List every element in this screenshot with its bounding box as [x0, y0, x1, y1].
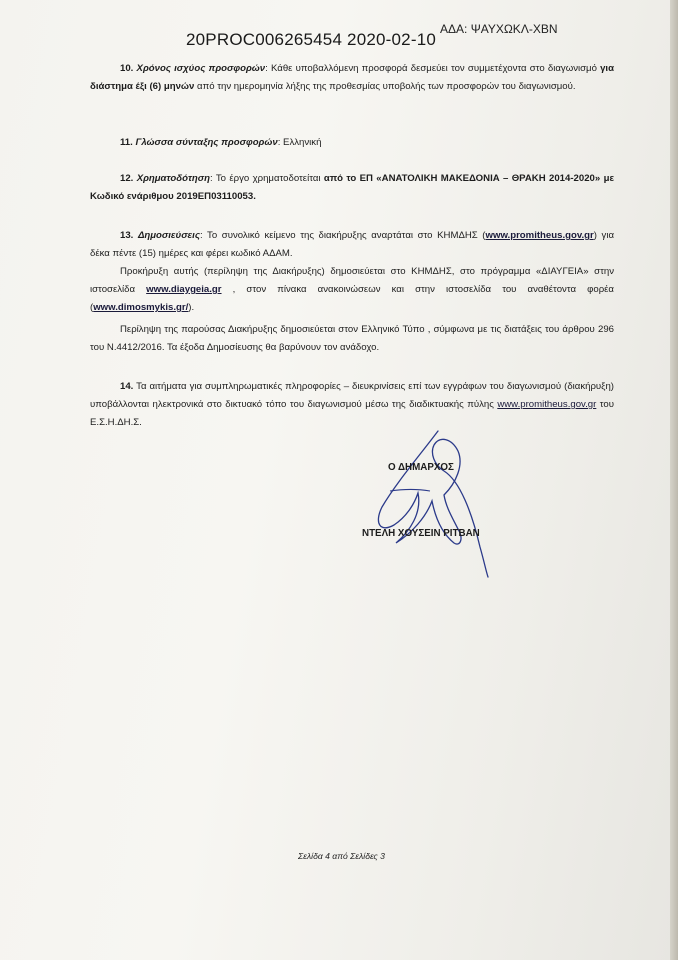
section-text: από την ημερομηνία λήξης της προθεσμίας υποβολής των προσφορών του διαγωνισμού.	[194, 81, 576, 92]
section-number: 13.	[120, 230, 134, 241]
document-code: 20PROC006265454 2020-02-10	[186, 30, 436, 49]
section-number: 11.	[120, 137, 133, 148]
section-text: ) για δέκα πέντε (15) ημέρες και φέρει κωδικό ΑΔΑΜ.	[90, 230, 614, 259]
dimosmykis-link: www.dimosmykis.gr/	[93, 302, 189, 313]
promitheus-link: www.promitheus.gov.gr	[485, 230, 594, 241]
section-emphasis: από το ΕΠ «ΑΝΑΤΟΛΙΚΗ ΜΑΚΕΔΟΝΙΑ – ΘΡΑΚΗ 2014-2020» με Κωδικό ενάριθμου 2019ΕΠ03110053.	[90, 173, 615, 202]
diaygeia-link: www.diaygeia.gr	[146, 284, 222, 295]
handwritten-signature	[360, 425, 500, 585]
section-text: Προκήρυξη αυτής (περίληψη της Διακήρυξης) δημοσιεύεται στο ΚΗΜΔΗΣ, στο πρόγραμμα «ΔΙΑΥΓΕΙΑ» στην ιστοσελίδα	[90, 266, 614, 295]
section-11	[90, 134, 614, 152]
section-text: : Το έργο χρηματοδοτείται	[210, 173, 324, 184]
section-label: Χρηματοδότηση	[136, 173, 211, 184]
promitheus-link: www.promitheus.gov.gr	[497, 399, 597, 410]
section-text: : Κάθε υποβαλλόμενη προσφορά δεσμεύει τον συμμετέχοντα στο διαγωνισμό	[265, 63, 601, 74]
section-text: , στον πίνακα ανακοινώσεων και στην ιστοσελίδα του αναθέτοντα φορέα (	[90, 284, 614, 313]
page-number: Σελίδα 4 από Σελίδες 3	[298, 851, 385, 861]
section-14	[90, 378, 614, 432]
signatory-title: Ο ΔΗΜΑΡΧΟΣ	[388, 462, 454, 473]
section-label: Χρόνος ισχύος προσφορών	[136, 63, 266, 74]
section-number: 14.	[120, 381, 134, 392]
signatory-name: ΝΤΕΛΗ ΧΟΥΣΕΙΝ ΡΙΤΒΑΝ	[362, 528, 480, 539]
section-number: 12.	[120, 173, 134, 184]
page-edge	[670, 0, 678, 960]
section-label: Γλώσσα σύνταξης προσφορών	[135, 137, 278, 148]
section-12	[90, 170, 614, 206]
section-text: Τα αιτήματα για συμπληρωματικές πληροφορίες – διευκρινίσεις επί των εγγράφων του διαγωνισμού (διακήρυξη) υποβάλλονται ηλεκτρονικά στο δικτυακό τόπο του διαγωνισμού μέσω της διαδικτυακής πύλης	[90, 381, 614, 410]
section-number: 10.	[120, 63, 134, 74]
section-13-p3	[90, 321, 614, 357]
ada-code: ΑΔΑ: ΨΑΥΧΩΚΛ-ΧΒΝ	[440, 22, 558, 36]
section-text: Περίληψη της παρούσας Διακήρυξης δημοσιεύεται στον Ελληνικό Τύπο , σύμφωνα με τις διατάξεις του άρθρου 296 του Ν.4412/2016. Τα έξοδα Δημοσίευσης θα βαρύνουν τον ανάδοχο.	[90, 324, 614, 353]
section-text: ).	[188, 302, 195, 313]
section-text: : Το συνολικό κείμενο της διακήρυξης αναρτάται στο ΚΗΜΔΗΣ (	[199, 230, 486, 241]
section-label: Δημοσιεύσεις	[137, 230, 200, 241]
section-text: : Ελληνική	[277, 137, 322, 148]
section-13-p2	[90, 263, 614, 317]
section-10	[90, 60, 614, 96]
section-emphasis: για διάστημα έξι (6) μηνών	[90, 63, 614, 92]
section-13-p1	[90, 227, 614, 263]
section-text: του Ε.Σ.Η.ΔΗ.Σ.	[90, 399, 615, 428]
